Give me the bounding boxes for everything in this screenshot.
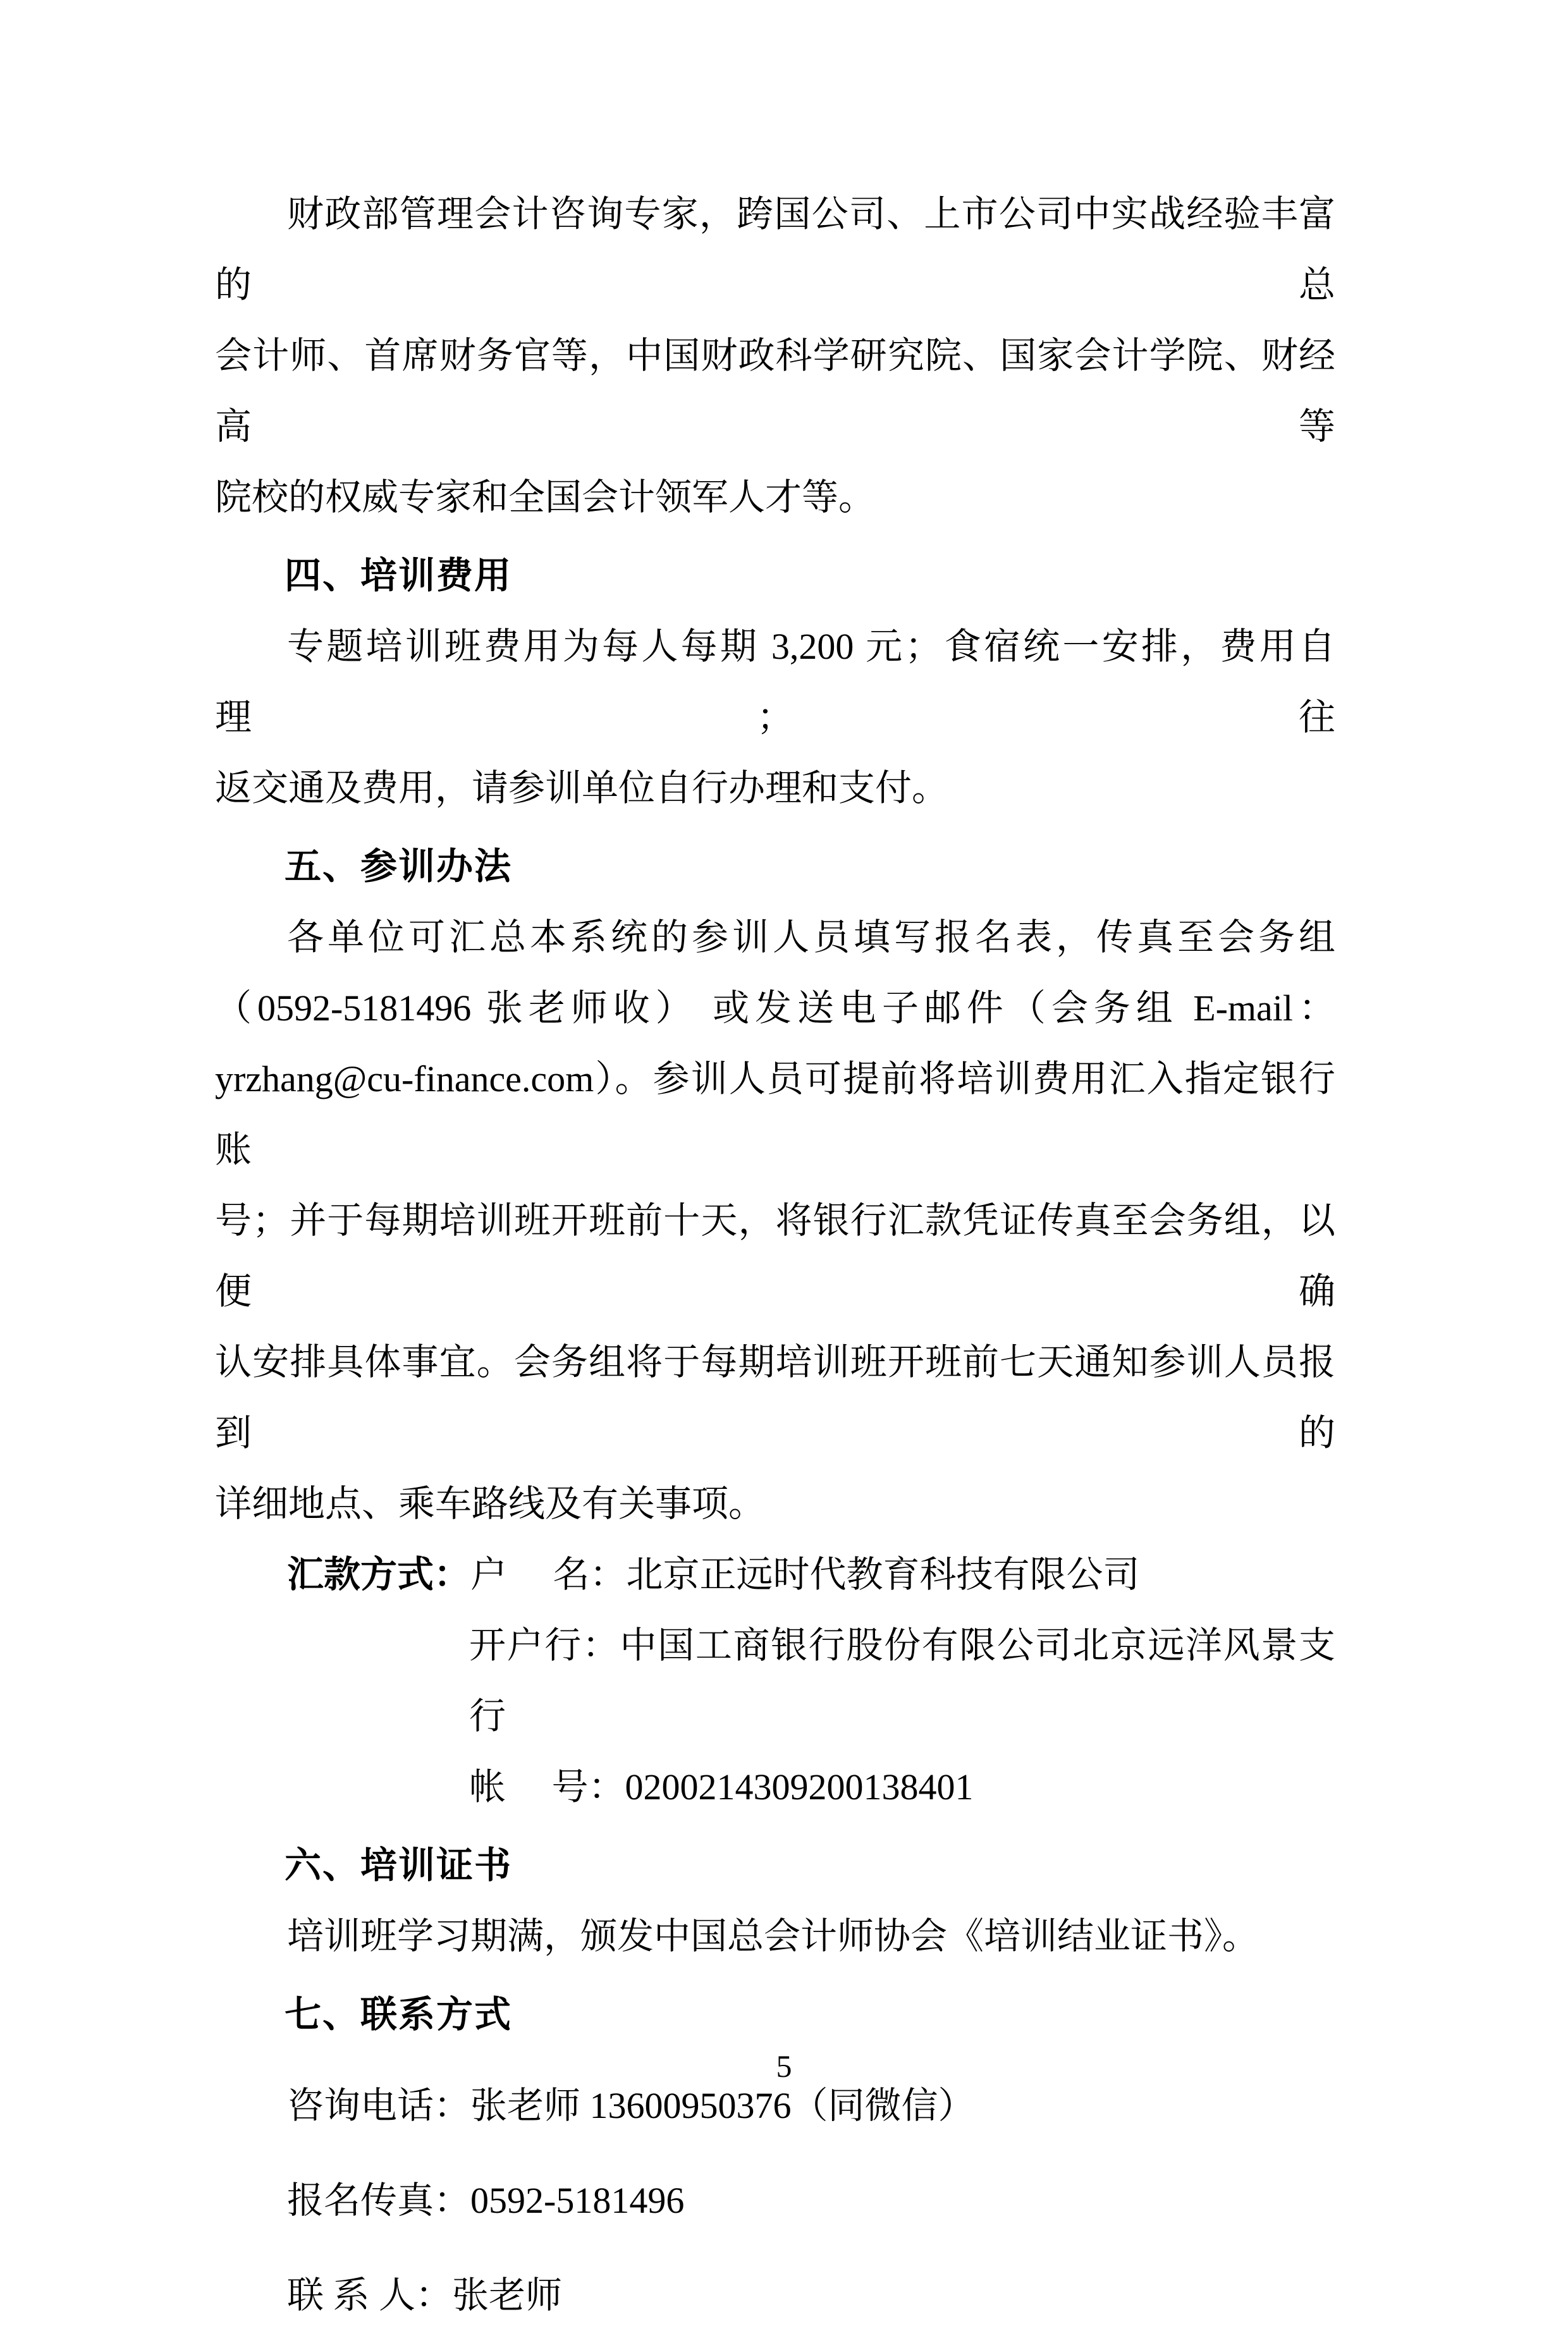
section-heading-contact: 七、联系方式 (285, 1994, 513, 2035)
method-paragraph (215, 902, 1335, 1539)
page-number: 5 (776, 2048, 792, 2084)
cert-paragraph (215, 1901, 1335, 1972)
contact-block (215, 2071, 1335, 2331)
contact-fax-line: 报名传真：0592-5181496 (287, 2180, 685, 2221)
fee-paragraph (215, 611, 1335, 824)
method-line-1: 各单位可汇总本系统的参训人员填写报名表，传真至会务组 (287, 917, 1335, 958)
method-line-5: 认安排具体事宜。会务组将于每期培训班开班前七天通知参训人员报到的 (215, 1342, 1335, 1453)
section-heading-cert: 六、培训证书 (285, 1845, 513, 1886)
section-heading-fee: 四、培训费用 (285, 555, 513, 596)
remittance-line-bank: 开户行：中国工商银行股份有限公司北京远洋风景支行 (469, 1625, 1335, 1737)
method-line-2: （0592-5181496 张老师收） 或发送电子邮件（会务组 E-mail： (215, 988, 1335, 1029)
intro-line-2: 会计师、首席财务官等，中国财政科学研究院、国家会计学院、财经高等 (215, 335, 1335, 447)
section-heading-method: 五、参训办法 (285, 846, 513, 887)
intro-line-3: 院校的权威专家和全国会计领军人才等。 (215, 477, 876, 518)
intro-paragraph (215, 179, 1335, 533)
method-line-4: 号；并于每期培训班开班前十天，将银行汇款凭证传真至会务组，以便确 (215, 1200, 1335, 1312)
contact-person-line: 联 系 人：张老师 (287, 2275, 563, 2316)
remittance-account-name: 户 名：北京正远时代教育科技有限公司 (470, 1554, 1140, 1595)
remittance-block (215, 1539, 1335, 1823)
remittance-line-account-name (215, 1539, 1335, 1610)
remittance-line-account-no: 帐 号：0200214309200138401 (469, 1766, 974, 1808)
fee-line-2: 返交通及费用，请参训单位自行办理和支付。 (215, 768, 949, 809)
fee-line-1: 专题培训班费用为每人每期 3,200 元；食宿统一安排，费用自理；往 (215, 626, 1335, 738)
remittance-label: 汇款方式： (287, 1554, 471, 1595)
document-body (215, 179, 1335, 2331)
cert-line-1: 培训班学习期满，颁发中国总会计师协会《培训结业证书》。 (287, 1916, 1259, 1957)
intro-line-1: 财政部管理会计咨询专家，跨国公司、上市公司中实战经验丰富的总 (215, 193, 1335, 305)
method-line-6: 详细地点、乘车路线及有关事项。 (215, 1483, 766, 1524)
method-line-3: yrzhang@cu-finance.com）。参训人员可提前将培训费用汇入指定银行账 (215, 1058, 1335, 1170)
contact-phone-line: 咨询电话：张老师 13600950376（同微信） (287, 2085, 975, 2126)
